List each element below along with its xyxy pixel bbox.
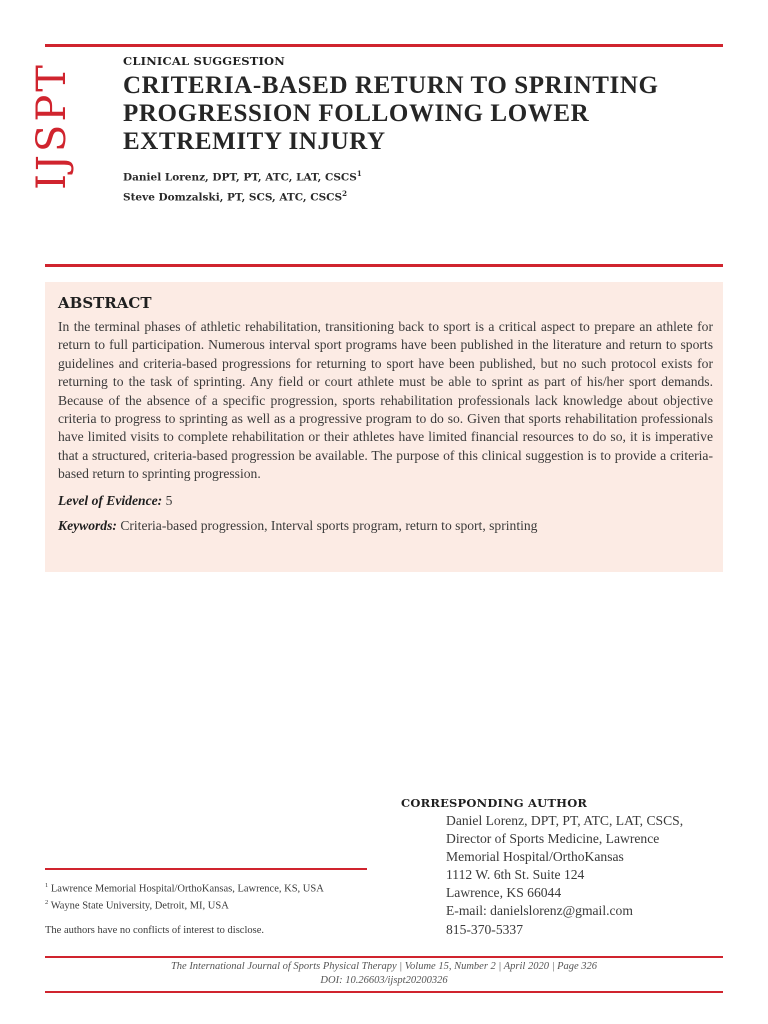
journal-logo [20, 56, 84, 196]
level-of-evidence-value: 5 [165, 492, 173, 508]
footnote-text: Wayne State University, Detroit, MI, USA [50, 900, 229, 911]
title-line: CRITERIA-BASED RETURN TO SPRINTING [123, 72, 659, 99]
corresponding-author-name: Daniel Lorenz, DPT, PT, ATC, LAT, CSCS, [446, 813, 684, 828]
affiliation-mark: 1 [356, 169, 362, 178]
affiliation-footnote [45, 879, 375, 896]
conflict-statement: The authors have no conflicts of interest to disclose. [45, 925, 264, 936]
author-name: Daniel Lorenz, DPT, PT, ATC, LAT, CSCS [123, 171, 357, 184]
author-line [123, 186, 723, 206]
corresponding-author-details [446, 812, 683, 939]
title-line: EXTREMITY INJURY [123, 128, 386, 155]
author-list [123, 166, 723, 205]
article-type-label: CLINICAL SUGGESTION [123, 54, 285, 68]
article-title [123, 72, 723, 156]
keywords-value: Criteria-based progression, Interval sports program, return to sport, sprinting [120, 517, 538, 533]
affiliation-footnote [45, 896, 375, 913]
abstract-heading: ABSTRACT [58, 294, 152, 312]
abstract-section [45, 282, 723, 572]
top-divider [45, 44, 723, 47]
corresponding-author-address: 1112 W. 6th St. Suite 124 [446, 867, 585, 883]
corresponding-author-line: Director of Sports Medicine, Lawrence [446, 831, 660, 847]
header-divider [45, 264, 723, 267]
footnote-divider [45, 868, 367, 870]
level-of-evidence [58, 493, 713, 509]
journal-footer [45, 960, 723, 987]
footnotes [45, 879, 375, 937]
footnote-text: Lawrence Memorial Hospital/OrthoKansas, Lawrence, KS, USA [50, 883, 324, 895]
corresponding-author-heading: CORRESPONDING AUTHOR [401, 796, 588, 810]
journal-logo-text: IJSPT [29, 62, 75, 190]
keywords-label: Keywords: [58, 517, 117, 533]
footer-divider-bottom [45, 991, 723, 993]
keywords [58, 518, 713, 534]
footnote-mark: 1 [45, 882, 49, 889]
title-line: PROGRESSION FOLLOWING LOWER [123, 100, 590, 127]
article-header [123, 54, 723, 205]
doi: DOI: 10.26603/ijspt20200326 [320, 974, 448, 986]
footer-divider-top [45, 956, 723, 958]
corresponding-author-city: Lawrence, KS 66044 [446, 885, 562, 901]
corresponding-author-email: E-mail: danielslorenz@gmail.com [446, 903, 633, 919]
footnote-mark: 2 [45, 898, 49, 906]
corresponding-author-phone: 815-370-5337 [446, 921, 524, 937]
corresponding-author-line: Memorial Hospital/OrthoKansas [446, 849, 624, 865]
affiliation-mark: 2 [342, 188, 347, 198]
journal-citation: The International Journal of Sports Physical Therapy | Volume 15, Number 2 | April 2020 | Page 326 [170, 961, 598, 972]
level-of-evidence-label: Level of Evidence: [58, 492, 163, 508]
abstract-text: In the terminal phases of athletic rehabilitation, transitioning back to sport is a critical aspect to prepare an athlete for return to full participation. Numerous interval sport programs have been published in the literature and return to sports guidelines and criteria-based progressions for returning to sport have been published, but no such protocol exists for returning to the task of sprinting. Any field or court athlete must be able to sprint as part of his/her sport demands. Because of the absence of a specific progression, sports rehabilitation professionals lack knowledge about objective criteria to progress to sprinting as well as a progressive program to do so. Given that sports rehabilitation professionals have limited visits to complete rehabilitation or their athletes have limited financial resources to do so, it is imperative that a structured, criteria-based progression be available. The purpose of this clinical suggestion is to provide a criteria-based return to sprinting progression. [58, 319, 713, 482]
author-name: Steve Domzalski, PT, SCS, ATC, CSCS [123, 191, 343, 203]
author-line [123, 166, 723, 186]
